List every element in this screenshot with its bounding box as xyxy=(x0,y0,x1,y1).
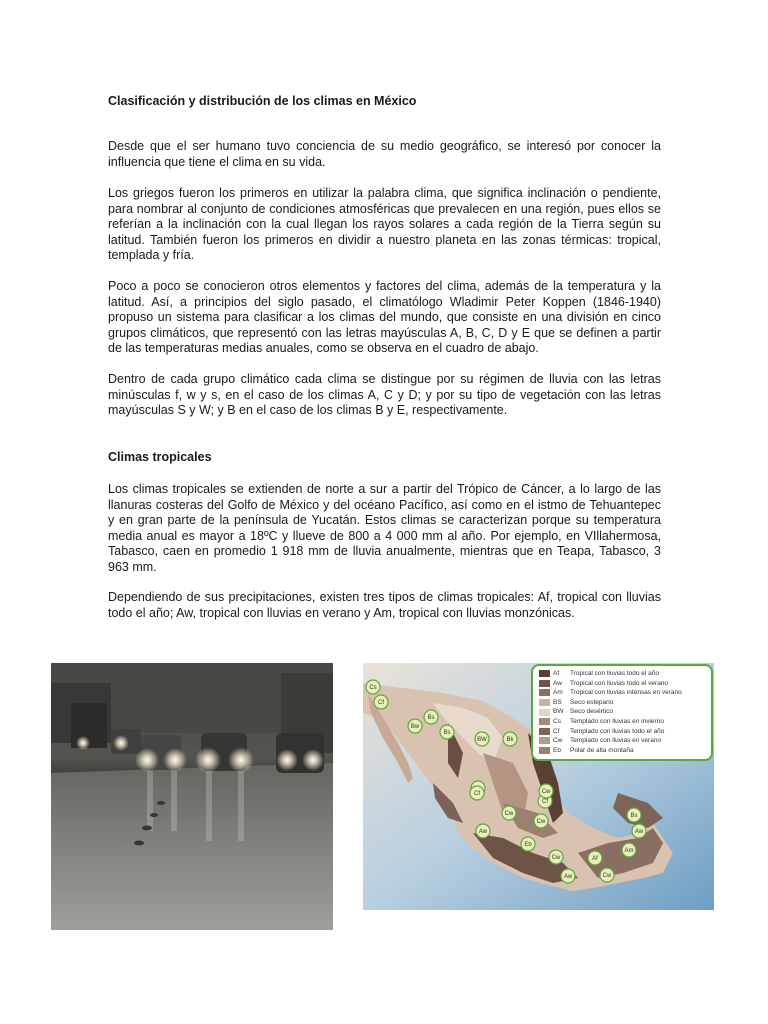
legend-swatch xyxy=(539,670,550,677)
legend-swatch xyxy=(539,747,550,754)
legend-swatch xyxy=(539,728,550,735)
map-climate-label: Bw xyxy=(410,724,420,731)
map-climate-marker xyxy=(632,824,646,838)
legend-item xyxy=(539,717,707,727)
map-climate-marker xyxy=(424,710,438,724)
legend-item xyxy=(539,679,707,689)
paragraph-intro-3: Poco a poco se conocieron otros elementos y factores del clima, además de la temperatura y la latitud. Así, a principios del siglo pasado, el climatólogo Wladimir Peter Koppen (1846-1940) propuso un sistema para clasificar a los climas del mundo, que consiste en una división en cinco grupos climáticos, que representó con las letras mayúsculas A, B, C, D y E que se definen a partir de las temperaturas medias anuales, como se observa en el cuadro de abajo. xyxy=(108,279,661,355)
legend-swatch xyxy=(539,680,550,687)
map-climate-marker xyxy=(440,725,454,739)
legend-swatch xyxy=(539,699,550,706)
map-climate-marker xyxy=(539,784,553,798)
legend-item xyxy=(539,698,707,708)
map-climate-label: Bs xyxy=(630,813,638,820)
legend-code: Eb xyxy=(553,746,561,754)
map-climate-marker xyxy=(374,695,388,709)
map-climate-label: Cs xyxy=(369,685,377,692)
paragraph-intro-2: Los griegos fueron los primeros en utilizar la palabra clima, que significa inclinación o pendiente, para nombrar al conjunto de condiciones atmosféricas que prevalecen en una región, pues ellos se referían a la inclinación con la cual llegan los rayos solares a cada región de la Tierra según su latitud. También fueron los primeros en dividir a nuestro planeta en las zonas térmicas: tropical, templada y fría. xyxy=(108,186,661,262)
map-climate-marker xyxy=(561,869,575,883)
legend-code: Af xyxy=(553,670,560,677)
legend-label: Templado con lluvias todo el año xyxy=(570,727,665,735)
legend-rows xyxy=(539,669,707,755)
map-climate-marker xyxy=(622,843,636,857)
map-climate-label: Aw xyxy=(563,874,573,881)
legend-label: Templado con lluvias en verano xyxy=(570,737,662,745)
legend-item xyxy=(539,746,707,756)
paragraph-section-2: Dependiendo de sus precipitaciones, existen tres tipos de climas tropicales: Af, tropical con lluvias todo el año; Aw, tropical con lluvias en verano y Am, tropical con lluvias monzónicas. xyxy=(108,590,661,620)
map-climate-label: Aw xyxy=(478,829,488,836)
legend-label: Seco estepario xyxy=(570,698,614,706)
legend-code: BS xyxy=(553,698,562,706)
paragraph-intro-1: Desde que el ser humano tuvo conciencia de su medio geográfico, se interesó por conocer la influencia que tiene el clima en su vida. xyxy=(108,139,661,169)
legend-item xyxy=(539,707,707,717)
legend-label: Templado con lluvias en invierno xyxy=(570,717,664,725)
legend-label: Seco desértico xyxy=(570,708,613,716)
map-climate-label: Cf xyxy=(474,791,480,798)
map-climate-marker xyxy=(521,837,535,851)
map-climate-label: Cw xyxy=(536,819,546,826)
map-climate-marker xyxy=(600,868,614,882)
map-climate-label: Cw xyxy=(551,855,561,862)
map-climate-label: Eb xyxy=(524,842,532,849)
legend-code: Cs xyxy=(553,717,561,725)
map-climate-marker xyxy=(588,851,602,865)
map-climate-marker xyxy=(627,808,641,822)
paragraph-section-1: Los climas tropicales se extienden de norte a sur a partir del Trópico de Cáncer, a lo largo de las llanuras costeras del Golfo de México y del océano Pacífico, así como en el istmo de Tehuantepec y en gran parte de la península de Yucatán. Estos climas se caracterizan porque su temperatura media anual es mayor a 18ºC y llueve de 800 a 4 000 mm al año. Por ejemplo, en VIllahermosa, Tabasco, caen en promedio 1 918 mm de lluvia anualmente, mientras que en Teapa, Tabasco, 3 963 mm. xyxy=(108,482,661,574)
map-climate-marker xyxy=(503,732,517,746)
legend-label: Tropical con lluvias todo el año xyxy=(570,670,660,677)
map-climate-label: Cw xyxy=(602,873,612,880)
legend-item xyxy=(539,669,707,679)
map-legend xyxy=(531,664,713,761)
section-title: Climas tropicales xyxy=(108,450,212,464)
map-climate-label: Bs xyxy=(427,715,435,722)
legend-swatch xyxy=(539,737,550,744)
map-climate-marker xyxy=(408,719,422,733)
map-climate-marker xyxy=(502,806,516,820)
legend-swatch xyxy=(539,689,550,696)
legend-item xyxy=(539,736,707,746)
page-title: Clasificación y distribución de los climas en México xyxy=(108,94,417,108)
legend-code: Cw xyxy=(553,737,563,745)
legend-item xyxy=(539,688,707,698)
map-climate-label: Cf xyxy=(378,700,384,707)
rainy-road-photo xyxy=(51,663,333,930)
map-climate-marker xyxy=(366,680,380,694)
legend-swatch xyxy=(539,709,550,716)
map-climate-marker xyxy=(549,850,563,864)
legend-label: Polar de alta montaña xyxy=(570,746,634,754)
legend-code: Aw xyxy=(553,679,562,687)
map-climate-marker xyxy=(534,814,548,828)
legend-label: Tropical con lluvias todo el verano xyxy=(570,679,669,687)
map-climate-label: Bs xyxy=(443,730,451,737)
map-climate-marker xyxy=(475,732,489,746)
legend-label: Tropical con lluvias intensas en verano xyxy=(570,689,682,697)
legend-item xyxy=(539,727,707,737)
map-climate-marker xyxy=(476,824,490,838)
map-climate-label: Am xyxy=(624,848,634,855)
map-climate-label: Cw xyxy=(504,811,514,818)
legend-code: BW xyxy=(553,708,564,716)
paragraph-intro-4: Dentro de cada grupo climático cada clima se distingue por su régimen de lluvia con las letras minúsculas f, w y s, en el caso de los climas A, C y D; y por su tipo de vegetación con las letras mayúsculas S y W; y B en el caso de los climas B y E, respectivamente. xyxy=(108,372,661,417)
map-climate-label: Bk xyxy=(506,737,514,744)
map-climate-label: Aw xyxy=(634,829,644,836)
map-climate-label: Cw xyxy=(541,789,551,796)
legend-code: Cf xyxy=(553,727,560,735)
map-climate-marker xyxy=(470,786,484,800)
map-climate-label: Cf xyxy=(542,799,548,806)
legend-code: Am xyxy=(553,689,563,697)
map-climate-label: BW xyxy=(477,737,487,744)
map-climate-label: Af xyxy=(592,856,598,863)
legend-swatch xyxy=(539,718,550,725)
